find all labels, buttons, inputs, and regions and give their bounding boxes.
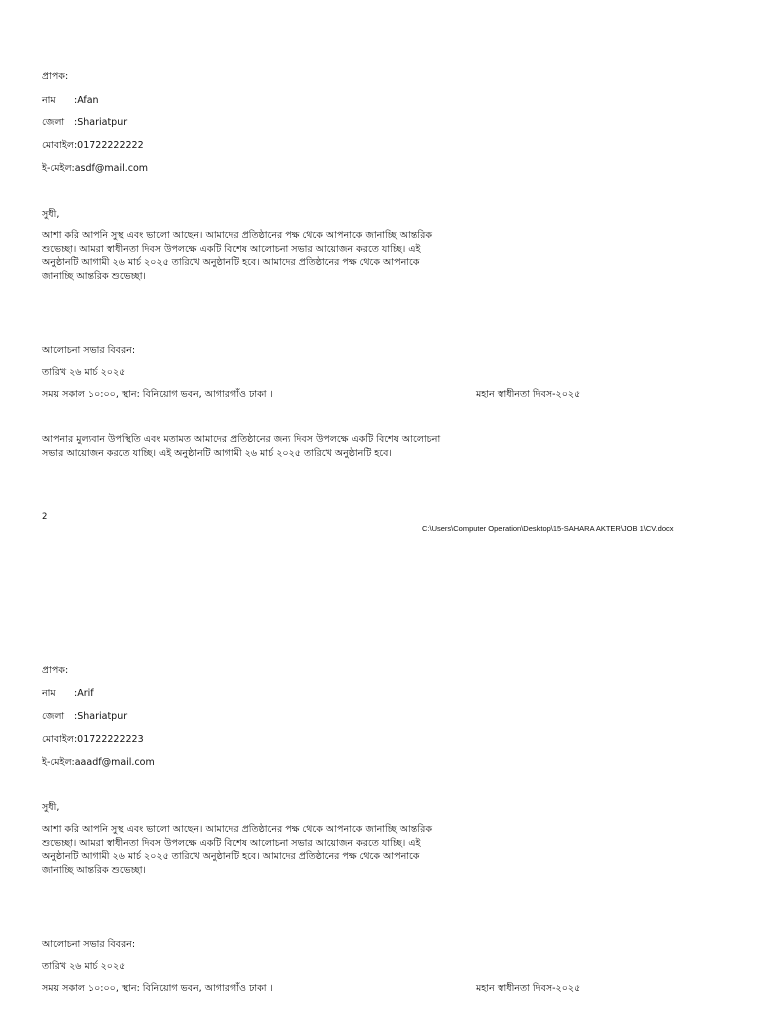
email-label: ই-মেইল: bbox=[42, 163, 75, 174]
closing-paragraph: আপনার মুল্যবান উপস্থিতি এবং মতামত আমাদের প্রতিষ্ঠানের জন্য দিবস উপলক্ষে একটি বিশেষ আলোচনা সভার আয়োজন করতে যাচ্ছি। এই অনুষ্ঠানটি আগামী ২৬ মার্চ ২০২৫ তারিখে অনুষ্ঠানটি হবে। bbox=[42, 434, 441, 459]
mobile-row bbox=[42, 139, 144, 152]
date-line: তারিখ ২৬ মার্চ ২০২৫ bbox=[42, 367, 126, 378]
district-label: জেলা bbox=[42, 711, 65, 722]
district-row bbox=[42, 710, 127, 723]
district-row bbox=[42, 116, 127, 129]
recipient-label: প্রাপক: bbox=[42, 665, 69, 676]
email-label: ই-মেইল: bbox=[42, 757, 75, 768]
salutation: সুধী, bbox=[42, 802, 60, 813]
name-label: নাম bbox=[42, 688, 56, 699]
mobile-value: 01722222223 bbox=[77, 734, 144, 745]
name-value: :Arif bbox=[74, 688, 94, 699]
mobile-label: মোবাইল: bbox=[42, 140, 78, 151]
event-title: মহান স্বাধীনতা দিবস-২০২৫ bbox=[476, 389, 581, 400]
name-row bbox=[42, 94, 99, 107]
recipient-label: প্রাপক: bbox=[42, 71, 69, 82]
name-value: :Afan bbox=[74, 95, 99, 106]
file-path: C:\Users\Computer Operation\Desktop\15-SAHARA AKTER\JOB 1\CV.docx bbox=[422, 524, 674, 533]
email-value: aaadf@mail.com bbox=[74, 757, 155, 768]
body-paragraph: আশা করি আপনি সুস্থ এবং ভালো আছেন। আমাদের প্রতিষ্ঠানের পক্ষ থেকে আপনাকে জানাচ্ছি আন্তরিক শুভেচ্ছা। আমরা স্বাধীনতা দিবস উপলক্ষে একটি বিশেষ আলোচনা সভার আয়োজন করতে যাচ্ছি। এই অনুষ্ঠানটি আগামী ২৬ মার্চ ২০২৫ তারিখে অনুষ্ঠানটি হবে। আমাদের প্রতিষ্ঠানের পক্ষ থেকে আপনাকে জানাচ্ছি আন্তরিক শুভেচ্ছা। bbox=[42, 230, 432, 282]
name-label: নাম bbox=[42, 95, 56, 106]
salutation: সুধী, bbox=[42, 209, 60, 220]
date-line: তারিখ ২৬ মার্চ ২০২৫ bbox=[42, 961, 126, 972]
mobile-row bbox=[42, 733, 144, 746]
time-place-line: সময় সকাল ১০:০০, স্থান: বিনিয়োগ ভবন, আগারগাঁও ঢাকা । bbox=[42, 389, 273, 400]
district-value: :Shariatpur bbox=[74, 711, 128, 722]
district-value: :Shariatpur bbox=[74, 117, 128, 128]
mobile-label: মোবাইল: bbox=[42, 734, 78, 745]
email-row bbox=[42, 162, 148, 175]
page-number: 2 bbox=[42, 512, 48, 522]
time-place-line: সময় সকাল ১০:০০, স্থান: বিনিয়োগ ভবন, আগারগাঁও ঢাকা । bbox=[42, 983, 273, 994]
email-value: asdf@mail.com bbox=[74, 163, 149, 174]
district-label: জেলা bbox=[42, 117, 65, 128]
event-title: মহান স্বাধীনতা দিবস-২০২৫ bbox=[476, 983, 581, 994]
body-paragraph: আশা করি আপনি সুস্থ এবং ভালো আছেন। আমাদের প্রতিষ্ঠানের পক্ষ থেকে আপনাকে জানাচ্ছি আন্তরিক শুভেচ্ছা। আমরা স্বাধীনতা দিবস উপলক্ষে একটি বিশেষ আলোচনা সভার আয়োজন করতে যাচ্ছি। এই অনুষ্ঠানটি আগামী ২৬ মার্চ ২০২৫ তারিখে অনুষ্ঠানটি হবে। আমাদের প্রতিষ্ঠানের পক্ষ থেকে আপনাকে জানাচ্ছি আন্তরিক শুভেচ্ছা। bbox=[42, 824, 432, 876]
name-row bbox=[42, 687, 94, 700]
details-heading: আলোচনা সভার বিবরন: bbox=[42, 939, 136, 950]
email-row bbox=[42, 756, 155, 769]
mobile-value: 01722222222 bbox=[77, 140, 144, 151]
details-heading: আলোচনা সভার বিবরন: bbox=[42, 345, 136, 356]
